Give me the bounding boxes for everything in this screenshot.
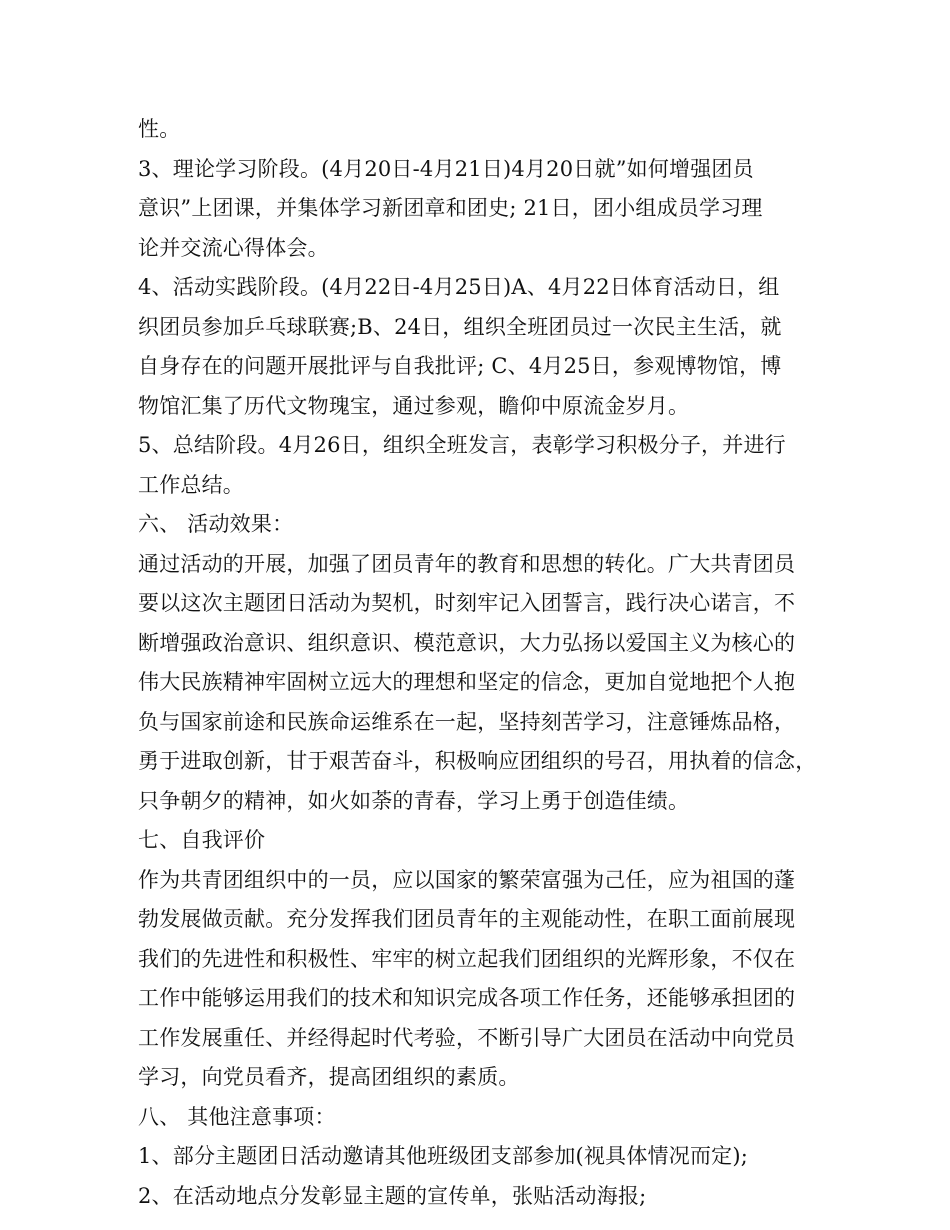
text-line: 织团员参加乒乓球联赛;B、24日，组织全班团员过一次民主生活，就 [138,314,782,339]
text-line: 作为共青团组织中的一员，应以国家的繁荣富强为己任，应为祖国的蓬 [138,867,796,892]
text-line: 2、在活动地点分发彰显主题的宣传单，张贴活动海报; [138,1183,647,1208]
text-line: 只争朝夕的精神，如火如荼的青春，学习上勇于创造佳绩。 [138,788,690,813]
text-line: 自身存在的问题开展批评与自我批评; C、4月25日，参观博物馆，博 [138,354,782,378]
text-line: 工作发展重任、并经得起时代考验，不断引导广大团员在活动中向党员 [138,1025,796,1050]
text-line: 4、活动实践阶段。(4月22日-4月25日)A、4月22日体育活动日，组 [138,275,780,299]
text-line: 要以这次主题团日活动为契机，时刻牢记入团誓言，践行决心诺言，不 [138,591,796,615]
section-heading: 七、自我评价 [138,828,266,852]
text-line: 5、总结阶段。4月26日，组织全班发言，表彰学习积极分子，并进行 [138,433,786,457]
text-line: 1、部分主题团日活动邀请其他班级团支部参加(视具体情况而定); [138,1144,749,1168]
text-line: 物馆汇集了历代文物瑰宝，通过参观，瞻仰中原流金岁月。 [138,393,690,418]
document-body [138,110,828,1216]
text-line: 3、理论学习阶段。(4月20日-4月21日)4月20日就”如何增强团员 [138,156,754,181]
text-line: 论并交流心得体会。 [138,235,329,260]
text-line: 断增强政治意识、组织意识、模范意识，大力弘扬以爱国主义为核心的 [138,630,796,655]
section-heading: 六、 活动效果： [138,512,294,536]
text-line: 通过活动的开展，加强了团员青年的教育和思想的转化。广大共青团员 [138,551,796,576]
text-line: 勇于进取创新，甘于艰苦奋斗，积极响应团组织的号召，用执着的信念， [138,749,817,773]
text-line: 性。 [138,117,181,141]
text-line: 我们的先进性和积极性、牢牢的树立起我们团组织的光辉形象，不仅在 [138,946,796,971]
section-heading: 八、 其他注意事项： [138,1104,336,1129]
text-line: 伟大民族精神牢固树立远大的理想和坚定的信念，更加自觉地把个人抱 [138,670,796,694]
text-line: 学习，向党员看齐，提高团组织的素质。 [138,1065,520,1089]
text-line: 工作总结。 [138,472,244,497]
text-line: 负与国家前途和民族命运维系在一起，坚持刻苦学习，注意锤炼品格， [138,709,796,734]
text-line: 工作中能够运用我们的技术和知识完成各项工作任务，还能够承担团的 [138,986,796,1010]
text-line: 勃发展做贡献。充分发挥我们团员青年的主观能动性，在职工面前展现 [138,907,796,931]
text-line: 意识”上团课，并集体学习新团章和团史; 21日，团小组成员学习理 [138,196,763,220]
